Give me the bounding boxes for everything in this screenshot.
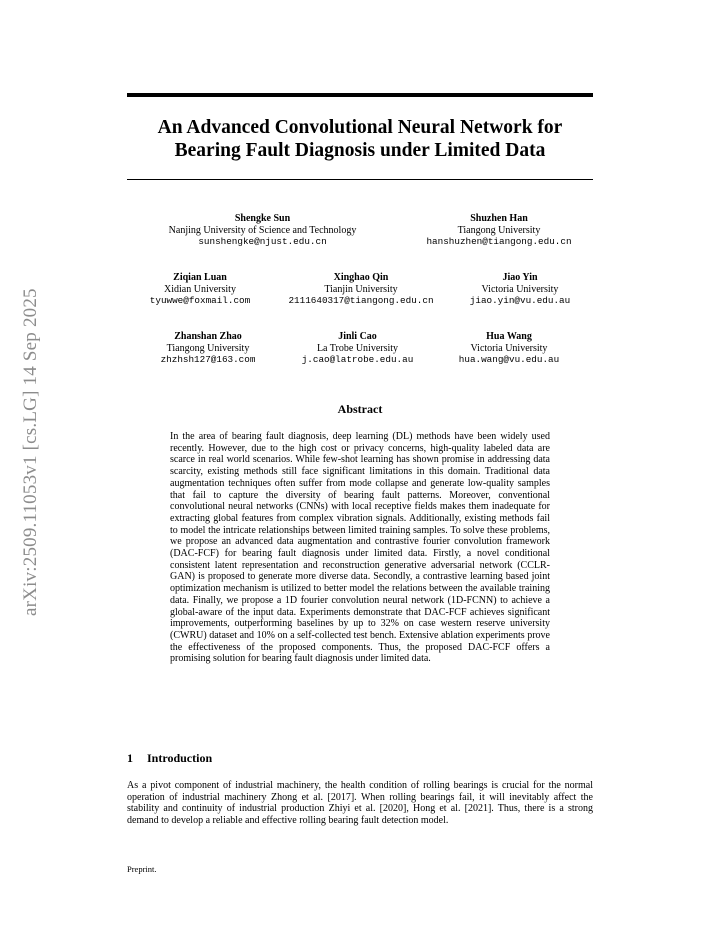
author-affiliation: La Trobe University — [316, 342, 399, 354]
section-number: 1 — [127, 751, 133, 765]
paper-title — [127, 116, 593, 162]
author-block — [276, 272, 446, 307]
title-line-1: An Advanced Convolutional Neural Network for — [157, 117, 563, 138]
title-top-rule — [127, 93, 593, 97]
author-name: Ziqian Luan — [173, 272, 227, 283]
abstract-heading: Abstract — [337, 402, 383, 416]
author-affiliation: Tiangong University — [457, 224, 541, 236]
author-name: Shengke Sun — [234, 213, 291, 224]
author-block — [285, 331, 430, 366]
author-affiliation: Victoria University — [470, 342, 548, 354]
author-name: Zhanshan Zhao — [174, 331, 242, 342]
author-email: jiao.yin@vu.edu.au — [469, 295, 571, 306]
author-email: hanshuzhen@tiangong.edu.cn — [426, 236, 572, 247]
author-affiliation: Tiangong University — [166, 342, 250, 354]
author-affiliation: Victoria University — [481, 283, 559, 295]
author-block — [455, 272, 585, 307]
author-name: Shuzhen Han — [470, 213, 528, 224]
author-block — [443, 331, 575, 366]
author-affiliation: Tianjin University — [324, 283, 398, 295]
author-email: sunshengke@njust.edu.cn — [198, 236, 327, 247]
author-name: Jinli Cao — [338, 331, 377, 342]
introduction-paragraph: As a pivot component of industrial machinery, the health condition of rolling bearings is crucial for the normal operation of industrial machinery Zhong et al. [2017]. When rolling bearings fail, it will inevitably affect the stability and continuity of industrial production Zhiyi et al. [2020], Hong et al. [2021]. Thus, there is a strong demand to develop a reliable and effective rolling bearing fault detection model. — [127, 780, 593, 827]
author-email: zhzhsh127@163.com — [160, 354, 256, 365]
author-block — [140, 213, 385, 248]
section-title: Introduction — [147, 751, 213, 765]
author-block — [135, 272, 265, 307]
arxiv-identifier: arXiv:2509.11053v1 [cs.LG] 14 Sep 2025 — [20, 288, 41, 616]
author-name: Xinghao Qin — [333, 272, 389, 283]
author-name: Jiao Yin — [502, 272, 538, 283]
title-bottom-rule — [127, 179, 593, 180]
author-email: j.cao@latrobe.edu.au — [301, 354, 414, 365]
author-affiliation: Xidian University — [164, 283, 236, 295]
author-email: 2111640317@tiangong.edu.cn — [288, 295, 434, 306]
author-block — [142, 331, 274, 366]
author-email: tyuwwe@foxmail.com — [149, 295, 251, 306]
author-block — [396, 213, 602, 248]
preprint-footer: Preprint. — [127, 864, 157, 874]
title-line-2: Bearing Fault Diagnosis under Limited Data — [174, 140, 546, 161]
abstract-text: In the area of bearing fault diagnosis, deep learning (DL) methods have been widely used recently. However, due to the high cost or privacy concerns, high-quality labeled data are scarce in real world scenarios. While few-shot learning has shown promise in addressing data scarcity, existing methods still face significant limitations in this domain. Traditional data augmentation techniques often suffer from mode collapse and generate low-quality samples that fail to capture the diversity of bearing fault patterns. Moreover, conventional convolutional neural networks (CNNs) with local receptive fields makes them inadequate for extracting global features from complex vibration signals. Additionally, existing methods fail to model the intricate relationships between limited training samples. To solve these problems, we propose an advanced data augmentation and contrastive fourier convolution framework (DAC-FCF) for bearing fault diagnosis under limited data. Firstly, a novel conditional consistent latent representation and reconstruction generative adversarial network (CCLR-GAN) is proposed to generate more diverse data. Secondly, a contrastive learning based joint optimization mechanism is utilized to better model the relations between the available training data. Finally, we propose a 1D fourier convolution neural network (1D-FCNN) to achieve a global-aware of the input data. Experiments demonstrate that DAC-FCF achieves significant improvements, outperforming baselines by up to 32% on case western reserve university (CWRU) dataset and 10% on a self-collected test bench. Extensive ablation experiments prove the effectiveness of the proposed components. Thus, the proposed DAC-FCF offers a promising solution for bearing fault diagnosis under limited data. — [170, 431, 550, 665]
author-name: Hua Wang — [486, 331, 532, 342]
section-heading — [127, 751, 212, 766]
author-email: hua.wang@vu.edu.au — [458, 354, 560, 365]
author-affiliation: Nanjing University of Science and Technology — [168, 224, 357, 236]
